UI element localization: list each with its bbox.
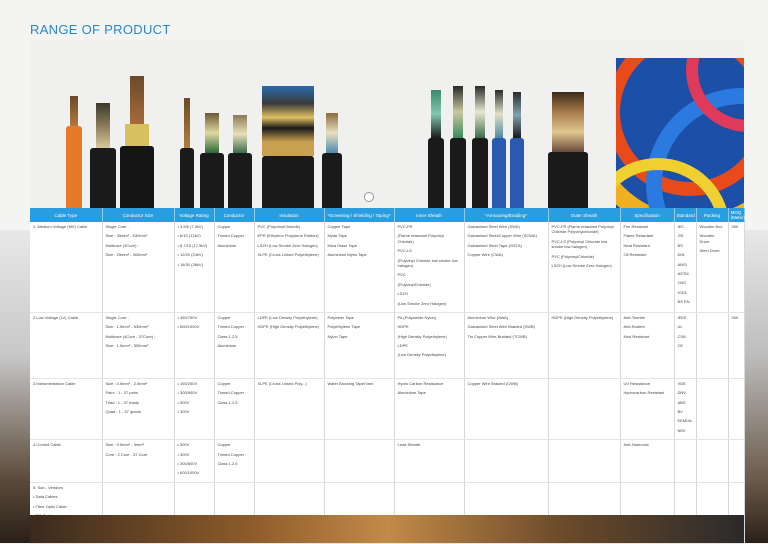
column-header: Conductor Size xyxy=(102,208,174,222)
cell-text: 3.Instrumentation Cable xyxy=(33,380,76,386)
cell-text: (Flame retardant Polyvinyl Chloride) xyxy=(397,233,444,244)
table-cell xyxy=(174,312,214,378)
page-title: RANGE OF PRODUCT xyxy=(30,22,171,37)
cell-text: PVC-FR xyxy=(397,224,413,229)
cell-text: UL xyxy=(677,324,683,330)
cell-text: CE xyxy=(677,343,684,349)
column-header: Standard xyxy=(674,208,696,222)
column-header: Outer Sheath xyxy=(548,208,620,222)
table-cell xyxy=(696,312,728,378)
table-cell xyxy=(174,440,214,483)
cell-text: (PolyvinylChloride) xyxy=(397,281,431,287)
table-row xyxy=(30,222,744,312)
cell-text: ASTM xyxy=(677,270,689,276)
cell-text: IEC xyxy=(677,224,685,229)
table-cell xyxy=(548,222,620,312)
table-row xyxy=(30,312,744,378)
cell-text: • 300V xyxy=(177,451,190,457)
table-cell xyxy=(394,440,464,483)
table-cell xyxy=(674,222,696,312)
cell-text: JIS xyxy=(677,233,684,239)
cell-text: NEK xyxy=(677,427,686,433)
cell-text: (High Density Polyethylene) xyxy=(397,333,447,339)
cell-text: Fire Resistant xyxy=(623,224,649,229)
cell-text: XLPE (Cross Linked Poly...) xyxy=(257,380,307,386)
column-header: Cable Type xyxy=(30,208,102,222)
cable-sample xyxy=(548,152,588,208)
table-cell xyxy=(324,222,394,312)
table-body xyxy=(30,222,744,544)
cell-text: LSZH xyxy=(397,291,408,297)
cell-text: CSA xyxy=(677,333,686,339)
cell-text: Size : 0.5mm² - 4mm² xyxy=(105,442,144,448)
background-photo-left xyxy=(0,230,30,543)
cell-text: • 8.7/15 (17.5kV) xyxy=(177,242,208,248)
table-cell xyxy=(620,222,674,312)
cell-text: HDPE (High Density Polyethylene) xyxy=(257,324,320,330)
table-cell xyxy=(102,378,174,439)
column-header: *Screening / Shielding / Taping* xyxy=(324,208,394,222)
cell-text: • 500V xyxy=(177,399,190,405)
cell-text: PVC-LS (Polyvinyl Chloride low smoke low halogen) xyxy=(551,238,608,250)
cable-sample xyxy=(450,138,466,208)
cell-text: Copper Tape xyxy=(327,224,351,229)
table-cell xyxy=(102,222,174,312)
cell-text: Wooden Drum xyxy=(699,233,715,244)
cable-sample xyxy=(510,138,524,208)
table-row xyxy=(30,378,744,439)
cell-text: Galvanised Steel Wire (SWA) xyxy=(467,224,520,229)
cell-text: Galvanised Steel Tape (GSTA) xyxy=(467,242,522,248)
cell-text: Pairs : 1 - 37 pairs xyxy=(105,390,138,396)
table-cell xyxy=(620,378,674,439)
cell-text: Size : 25mm² - 300mm² xyxy=(105,252,148,258)
cell-text: Mylar Tape xyxy=(327,233,347,239)
cable-sample xyxy=(322,153,342,208)
cell-text: Hydro Carbon Resistance xyxy=(397,380,444,386)
table-cell xyxy=(394,378,464,439)
cell-text: Tinned-Copper xyxy=(217,451,245,457)
cell-text: VDE xyxy=(677,380,686,386)
cell-text: • 300/500V xyxy=(177,390,198,396)
table-cell xyxy=(324,378,394,439)
cell-text: • Fiber Optic Cable xyxy=(33,503,67,509)
table-cell xyxy=(728,222,744,312)
table-cell xyxy=(174,222,214,312)
table-cell xyxy=(102,440,174,483)
cell-text: • 150/250V xyxy=(177,380,198,386)
cell-text: Size : 35mm² - 630mm² xyxy=(105,233,148,239)
product-range-table xyxy=(30,208,745,544)
cell-text: PVC-LS xyxy=(397,248,412,254)
cell-text: • 450/750V xyxy=(177,314,198,320)
cable-sample xyxy=(428,138,444,208)
cell-text: BS EN xyxy=(677,299,690,305)
table-row xyxy=(30,440,744,483)
cell-text: Triad : 1 - 37 triads xyxy=(105,399,139,405)
cell-text: Tinned-Copper xyxy=(217,390,245,396)
cell-text: Copper Wire Braided (CWB) xyxy=(467,380,518,386)
cable-sample xyxy=(66,126,82,208)
cell-text: Steel Drum xyxy=(699,248,720,254)
cell-text: Size : 1.5mm² - 630mm² xyxy=(105,324,149,330)
cell-text: • 3.6/6 (7.2kV) xyxy=(177,224,203,229)
cell-text: Single Core : xyxy=(105,224,129,229)
cell-text: XLPE (Cross Linked Polyethylene) xyxy=(257,252,319,258)
column-header: MOQ (Meter) xyxy=(728,208,744,222)
cell-text: Quad : 1 - 37 quads xyxy=(105,409,141,415)
cell-text: Aluminium Wire (AWA) xyxy=(467,314,509,320)
cell-text: Multicore (3Core) : xyxy=(105,242,139,248)
cell-text: Core : 2 Core - 37 Core xyxy=(105,451,148,457)
cell-text: 300 xyxy=(731,224,739,229)
table-cell xyxy=(30,222,102,312)
cell-text: Lead Sheath xyxy=(397,442,421,448)
table-cell xyxy=(674,378,696,439)
cell-text: PVC xyxy=(397,272,406,278)
column-header: *Armouring/Braiding* xyxy=(464,208,548,222)
cell-text: Aluminium Tape xyxy=(397,390,426,396)
cell-text: Aluminium Mylar Tape xyxy=(327,252,367,258)
table-cell xyxy=(696,222,728,312)
table-cell xyxy=(30,378,102,439)
cell-text: • 300/500V xyxy=(177,461,198,467)
cell-text: • 18/30 (36kV) xyxy=(177,261,203,267)
table-cell xyxy=(214,312,254,378)
table-cell xyxy=(696,440,728,483)
cell-text: EPR (Ethylene Propylene Rubber) xyxy=(257,233,319,239)
cell-text: 4.Control Cable xyxy=(33,442,61,448)
cell-text: Water Blocking Tape/Yarn xyxy=(327,380,374,386)
cell-text: Heat Resistant xyxy=(623,242,650,248)
cell-text: 2.Low Voltage (LV) Cable xyxy=(33,314,79,320)
table-cell xyxy=(254,222,324,312)
cell-text: CNS xyxy=(677,280,686,286)
cell-text: LSZH (Low Smoke Zero Halogen) xyxy=(551,262,612,268)
cell-text: • 500V xyxy=(177,442,190,448)
column-header: Voltage Rating xyxy=(174,208,214,222)
table-cell xyxy=(548,312,620,378)
cell-text: Tinned-Copper xyxy=(217,324,245,330)
table-cell xyxy=(674,312,696,378)
table-cell xyxy=(728,440,744,483)
table-cell xyxy=(214,378,254,439)
cell-text: Tinned-Copper xyxy=(217,233,245,239)
column-header: Insulation xyxy=(254,208,324,222)
table-cell xyxy=(324,312,394,378)
cell-text: Copper xyxy=(217,442,231,448)
cell-text: 5. Sub - Vendors xyxy=(33,484,63,490)
cell-text: Galvanised Steel Wire Braided (SWB) xyxy=(467,324,535,330)
cell-text: Size : 1.5mm² - 300mm² xyxy=(105,343,149,349)
table-cell xyxy=(324,440,394,483)
table-cell xyxy=(464,440,548,483)
cell-text: Polyester Tape xyxy=(327,314,354,320)
cell-text: Copper xyxy=(217,380,231,386)
cell-text: HDPE (High Density Polyethylene) xyxy=(551,314,614,320)
cell-text: PVC (PolyvinylChloride) xyxy=(551,253,595,259)
column-header: Specification xyxy=(620,208,674,222)
table-cell xyxy=(464,222,548,312)
cell-text: Wooden Box xyxy=(699,224,723,229)
cell-text: Class 1,2,5 xyxy=(217,399,238,405)
cell-text: PVC (PolyvinylChloride) xyxy=(257,224,301,229)
cable-sample xyxy=(472,138,488,208)
table-cell xyxy=(30,312,102,378)
cell-text: Nylon Tape xyxy=(327,333,348,339)
table-cell xyxy=(620,312,674,378)
table-cell xyxy=(30,440,102,483)
table-cell xyxy=(620,440,674,483)
table-cell xyxy=(214,440,254,483)
cell-text: Anti-Rodent xyxy=(623,324,645,330)
cell-text: HDPE xyxy=(397,324,409,330)
cell-text: LSZH (Low Smoke Zero Halogen) xyxy=(257,242,318,248)
table-cell xyxy=(254,312,324,378)
cell-text: LDPE xyxy=(397,343,408,349)
cell-text: Class 1,2,5 xyxy=(217,461,238,467)
table-cell xyxy=(174,378,214,439)
table-cell xyxy=(674,440,696,483)
column-header: Packing xyxy=(696,208,728,222)
cell-text: ABS xyxy=(677,399,686,405)
cell-text: 300 xyxy=(731,314,739,320)
table-cell xyxy=(464,312,548,378)
cell-text: Flame Retardant xyxy=(623,233,654,239)
table-cell xyxy=(464,378,548,439)
table-cell xyxy=(102,312,174,378)
cell-text: Polyethylene Tape xyxy=(327,324,361,330)
cell-text: • 12/20 (24kV) xyxy=(177,252,203,258)
table-cell xyxy=(728,378,744,439)
cell-text: • 600/1000V xyxy=(177,470,200,476)
cell-text: Copper xyxy=(217,224,231,229)
cable-sample xyxy=(200,153,224,208)
cell-text: Copper xyxy=(217,314,231,320)
column-header: Inner Sheath xyxy=(394,208,464,222)
cell-text: ICEA xyxy=(677,289,687,295)
table-header-row xyxy=(30,208,744,222)
cable-sample xyxy=(180,148,194,208)
cable-sample xyxy=(228,153,252,208)
background-photo-right xyxy=(744,230,768,543)
cell-text: UV Resistance xyxy=(623,380,650,386)
cell-text: ANSI xyxy=(677,261,687,267)
table-cell xyxy=(728,312,744,378)
cell-text: • 600/1000V xyxy=(177,324,200,330)
cell-text: LDPE (Low Density Polyethylene) xyxy=(257,314,318,320)
cell-text: Copper Wire (CWA) xyxy=(467,252,503,258)
cable-sample xyxy=(492,138,506,208)
cell-text: BV xyxy=(677,409,683,415)
cell-text: Anti-Harmonic xyxy=(623,442,649,448)
cell-text: Size : 0.5mm² - 2.5mm² xyxy=(105,380,148,386)
cell-text: IEEE xyxy=(677,314,687,320)
cell-text: • 6/10 (12kV) xyxy=(177,233,201,239)
cell-text: (Low Density Polyethylene) xyxy=(397,352,446,358)
table-cell xyxy=(254,378,324,439)
cell-text: Aluminium xyxy=(217,343,237,349)
cell-text: • Data Cables xyxy=(33,494,58,500)
cable-sample xyxy=(90,148,116,208)
cell-text: Mud Resistant xyxy=(623,333,650,339)
background-photo-bottom xyxy=(30,515,744,543)
cell-text: Oil Resistant xyxy=(623,252,647,258)
cell-text: PA (Polyamide Nylon) xyxy=(397,314,437,320)
cell-text: • 300V xyxy=(177,409,190,415)
cable-product-photos xyxy=(30,40,744,208)
cable-sample xyxy=(120,146,154,208)
table-cell xyxy=(696,378,728,439)
column-header: Conductor xyxy=(214,208,254,222)
cell-text: Mica Glass Tape xyxy=(327,242,357,248)
table-cell xyxy=(254,440,324,483)
cable-sample xyxy=(262,156,314,208)
cell-text: PVC-FR (Flame retardant Polyvinyl Chloride Polyvinylchloride) xyxy=(551,224,614,235)
table-cell xyxy=(548,440,620,483)
cell-text: DNV xyxy=(677,390,686,396)
cell-text: Hydrocarbon Resistant xyxy=(623,390,665,396)
cell-text: Galvanised Steel/Copper Wire (SCWA) xyxy=(467,233,537,239)
cell-text: Class 1,2,5 xyxy=(217,333,238,339)
cell-text: Anti-Termite xyxy=(623,314,645,320)
cell-text: EEMUA xyxy=(677,418,692,424)
cell-text: Tin Copper Wire Braided (TCWB) xyxy=(467,333,527,339)
cell-text: Aluminium xyxy=(217,242,237,248)
cell-text: 1. Medium Voltage (MV) Cable xyxy=(33,224,88,229)
cell-text: Multicore (4Core - 37Core) : xyxy=(105,333,156,339)
cell-text: BS xyxy=(677,242,683,248)
cell-text: (Polyvinyl Chloride low smoke low halogen) xyxy=(397,257,458,268)
table-cell xyxy=(394,312,464,378)
cell-text: Single Core : xyxy=(105,314,129,320)
table-cell xyxy=(548,378,620,439)
table-cell xyxy=(214,222,254,312)
cell-text: DIN xyxy=(677,252,685,258)
table-cell xyxy=(394,222,464,312)
cell-text: (Low Smoke Zero Halogen) xyxy=(397,300,447,306)
binder-hole xyxy=(364,192,374,202)
